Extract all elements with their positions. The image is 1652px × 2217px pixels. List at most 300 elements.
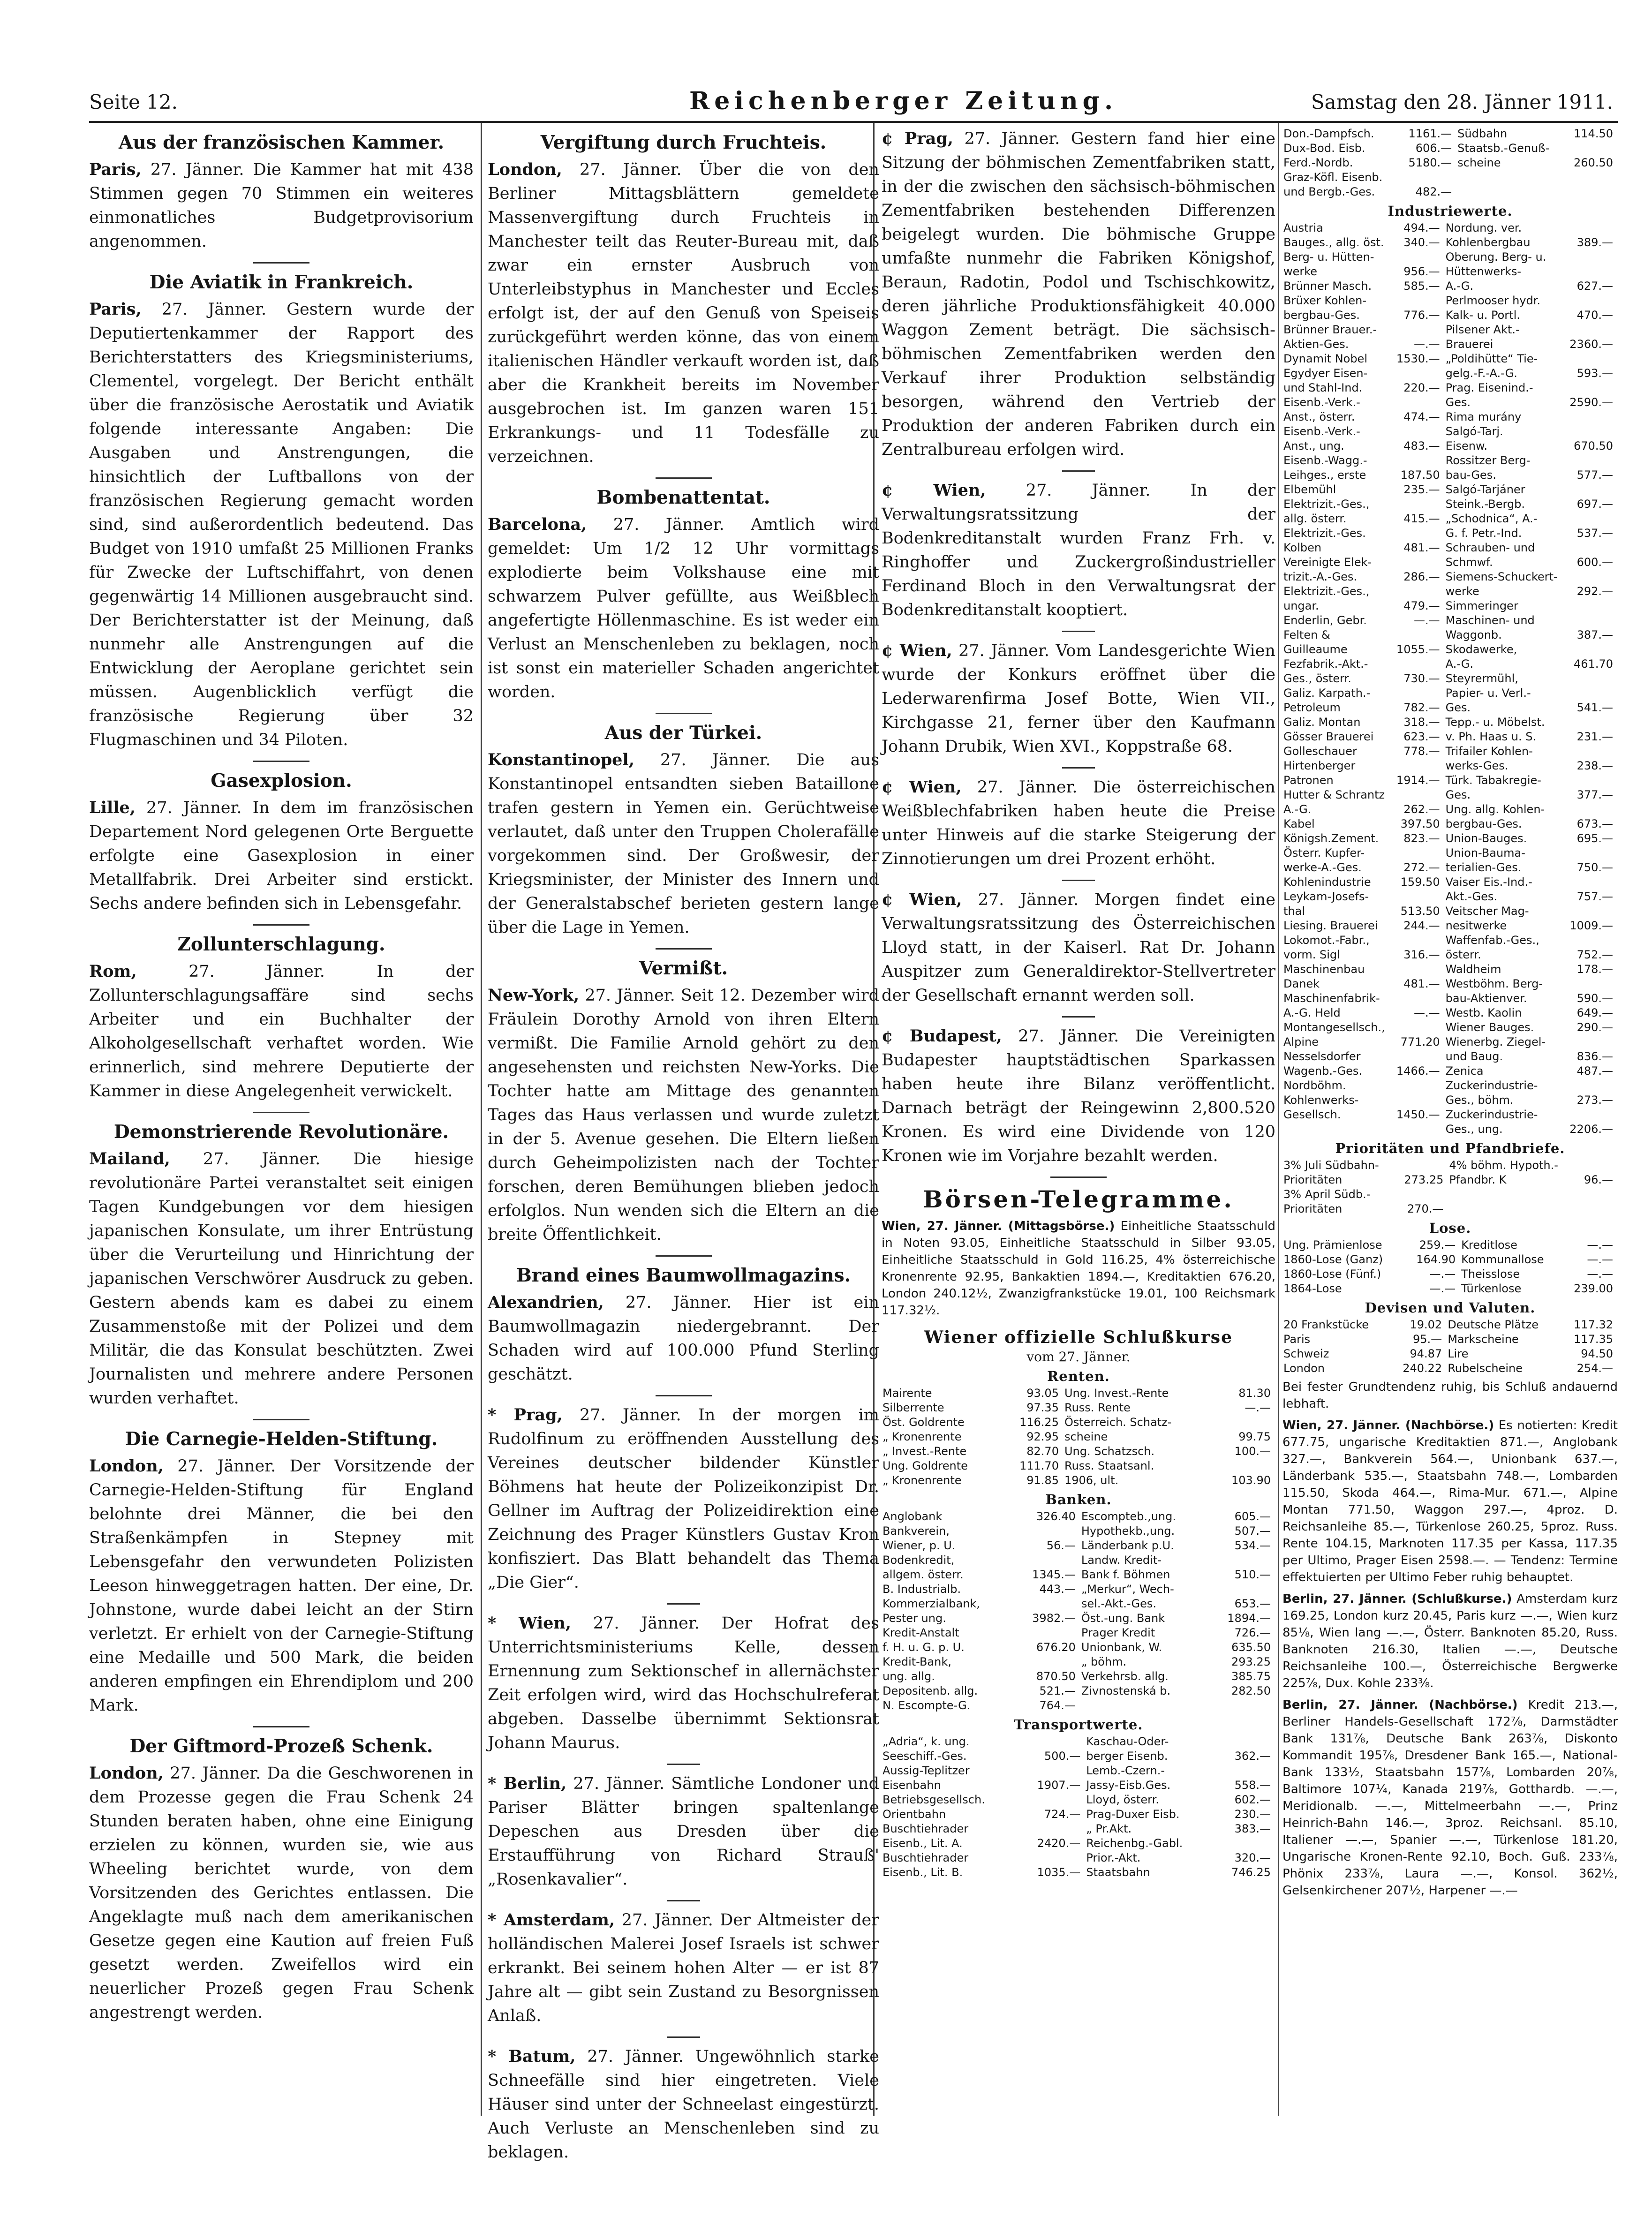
- quote-name: gelg.-F.-A.-G.: [1445, 367, 1517, 380]
- article-text: 27. Jänner. Der Hofrat des Unterrichtsministeriums Kelle, dessen Ernennung zum Sektionschef in allernächster Zeit erfolgen wird, wird das Hochschulreferat abgeben. Dasselbe übernimmt Sektionsrat Johann Maurus.: [488, 1614, 879, 1752]
- article-dateline: London,: [488, 160, 562, 179]
- quote-name: Brüxer Kohlen-: [1283, 294, 1367, 307]
- column-2: [488, 127, 879, 2162]
- header-rule: [89, 121, 1618, 123]
- quote-value: [1396, 1158, 1448, 1173]
- quote-name: Veitscher Mag-: [1445, 905, 1529, 918]
- quote-value: [1396, 1187, 1448, 1202]
- quote-value: —.—: [1414, 338, 1440, 351]
- quote-name: werke: [1283, 265, 1318, 278]
- quote-name: Vereinigte Elek-: [1283, 556, 1372, 569]
- article-text: 27. Jänner. Über die von den Berliner Mittagsblättern gemeldete Massenvergiftung durch Fruchteis in Manchester teilt das Reuter-Bureau mit, daß zwar ein ernster Ausbruch von Unterleibstyphus in Manchester und Eccles erfolgt ist, der auf den Genuß von Speiseis zurückgeführt werden könne, das von einem italienischen Händler verkauft worden ist, daß aber die Krankheit bereits im November ausgebrochen ist. Im ganzen waren 151 Erkrankungs- und 11 Todesfälle zu verzeichnen.: [488, 160, 879, 466]
- table-row: [1282, 395, 1618, 410]
- quote-value: 1345.—: [1032, 1568, 1076, 1581]
- quote-name: Öst. Goldrente: [883, 1416, 965, 1429]
- quote-value: 273.—: [1577, 1093, 1613, 1107]
- quote-value: 1035.—: [1037, 1866, 1081, 1879]
- table-row: [882, 1807, 1275, 1822]
- quote-name: Brünner Brauer.-: [1283, 323, 1377, 336]
- article-dateline: Rom,: [89, 962, 137, 981]
- table-row: [1282, 962, 1618, 977]
- article: [488, 2044, 879, 2164]
- table-row: [882, 1734, 1275, 1749]
- article-text: 27. Jänner. Vom Landesgerichte Wien wurde der Konkurs eröffnet über die Lederwarenfirma Josef Botte, Wien VII., Kirchgasse 21, ferner über den Kaufmann Johann Drubik, Wien XVI., Koppstraße 68.: [882, 641, 1275, 756]
- quote-name: [1456, 170, 1565, 185]
- quote-name: Rubelscheine: [1448, 1362, 1523, 1375]
- quote-value: 117.32: [1574, 1318, 1613, 1331]
- quote-name: 1860-Lose (Ganz): [1283, 1253, 1383, 1266]
- quote-name: Wiener Bauges.: [1445, 1021, 1534, 1034]
- quote-name: Türkenlose: [1461, 1282, 1522, 1295]
- table-row: [1282, 1035, 1618, 1049]
- article-text: 27. Jänner. Der Vorsitzende der Carnegie-Helden-Stiftung für England belohnte drei Männer, die bei den Straßenkämpfen in Stepney mit Lebensgefahr den verwundeten Polizisten Leeson hinweggetragen hatten. Der eine, Dr. Johnstone, wurde dabei leicht an der Stirn verletzt. Er erhielt von der Carnegie-Stiftung eine Medaille und 500 Mark, die beiden anderen empfingen ein Ehrendiplom und 200 Mark.: [89, 1457, 474, 1715]
- quote-value: 230.—: [1234, 1808, 1271, 1821]
- article-body: [882, 639, 1275, 759]
- quote-value: 389.—: [1577, 236, 1613, 249]
- quote-name: Ung. allg. Kohlen-: [1445, 803, 1545, 816]
- article-text: 27. Jänner. Gestern fand hier eine Sitzung der böhmischen Zementfabriken statt, in der die zwischen den sächsisch-böhmischen Zementfabriken bestehenden Differenzen beigelegt wurden. Die böhmische Gruppe umfaßte nunmehr die Fabriken Königshof, Beraun, Radotin, Podol und Tschischkowitz, deren jährliche Produktionsfähigkeit 40.000 Waggon Zement beträgt. Die sächsisch-böhmischen Zementfabriken werden den Verkauf ihrer Produktion selbständig besorgen, während den Vertrieb der Produktion der anderen Fabriken durch ein Zentralbureau erfolgen wird.: [882, 129, 1275, 459]
- quote-name: Nordung. ver.: [1445, 221, 1522, 234]
- quote-value: 3982.—: [1032, 1612, 1076, 1625]
- quote-value: [1566, 846, 1618, 860]
- quote-name: Ung. Invest.-Rente: [1064, 1387, 1169, 1400]
- issue-date: Samstag den 28. Jänner 1911.: [1311, 90, 1613, 113]
- boerse-wien-text: Einheitliche Staatsschuld in Noten 93.05, Einheitliche Staatsschuld in Silber 93.05, Einheitliche Staatsschuld in Gold 116.25, 4% österreichische Kronenrente 92.95, Bankaktien 1894.—, Kreditaktien 676.20, London 240.12½, Zwanzigfrankstücke 19.01, 100 Reichsmark 117.32½.: [882, 1219, 1276, 1318]
- quote-name: Danek: [1283, 977, 1320, 990]
- table-row: [1282, 1049, 1618, 1064]
- quote-value: [1566, 715, 1618, 730]
- quote-value: 695.—: [1577, 832, 1613, 845]
- quote-value: [1392, 366, 1444, 381]
- quote-name: Theisslose: [1461, 1267, 1520, 1281]
- quote-name: Lokomot.-Fabr.,: [1283, 934, 1370, 947]
- table-row: [1282, 657, 1618, 671]
- separator-rule: [667, 1764, 700, 1765]
- quote-name: Anst., ung.: [1283, 439, 1344, 452]
- quote-name: Wienerbg. Ziegel-: [1445, 1035, 1546, 1048]
- quote-name: Trifailer Kohlen-: [1445, 745, 1533, 758]
- quote-name: Eisenb.-Wagg.-: [1283, 454, 1367, 467]
- quote-value: 316.—: [1403, 948, 1440, 961]
- article: [89, 769, 474, 916]
- quote-value: [1566, 410, 1618, 424]
- lose-table: [1282, 1238, 1618, 1296]
- quote-name: Nordböhm.: [1283, 1079, 1346, 1092]
- quote-name: Prioritäten: [1283, 1202, 1343, 1215]
- quote-value: 94.50: [1581, 1347, 1613, 1360]
- quote-name: G. f. Petr.-Ind.: [1445, 527, 1522, 540]
- quote-name: Eisenw.: [1445, 439, 1488, 452]
- table-row: [1282, 1006, 1618, 1020]
- quote-name: Hutter & Schrantz: [1283, 788, 1385, 801]
- quote-value: 635.50: [1231, 1641, 1271, 1654]
- separator-rule: [667, 1603, 700, 1605]
- quote-value: 1055.—: [1396, 643, 1440, 656]
- quote-value: 746.25: [1231, 1866, 1271, 1879]
- separator-rule: [1062, 631, 1095, 632]
- devisen-title: Devisen und Valuten.: [1365, 1300, 1536, 1316]
- article-headline: Vermißt.: [639, 958, 728, 979]
- article-text: 27. Jänner. Die Vereinigten Budapester hauptstädtischen Sparkassen haben heute ihre Bilanz veröffentlicht. Darnach beträgt der Reingewinn 2,800.520 Kronen. Es wird eine Dividende von 120 Kronen wie im Vorjahre bezahlt werden.: [882, 1027, 1275, 1165]
- table-row: [1282, 468, 1618, 483]
- article-text: 27. Jänner. Hier ist ein Baumwollmagazin niedergebrannt. Der Schaden wird auf 100.000 Pfund Sterling geschätzt.: [488, 1293, 879, 1384]
- quote-value: 470.—: [1577, 309, 1613, 322]
- quote-name: und Bergb.-Ges.: [1283, 185, 1375, 198]
- quote-value: 293.25: [1231, 1655, 1271, 1668]
- quote-value: 56.—: [1046, 1539, 1076, 1552]
- article-body: [488, 2044, 879, 2164]
- column-4: [1282, 127, 1618, 2143]
- table-row: [882, 1459, 1275, 1473]
- quote-value: —.—: [1414, 1006, 1440, 1019]
- quote-name: Graz-Köfl. Eisenb.: [1283, 171, 1383, 184]
- quote-name: Egydyer Eisen-: [1283, 367, 1368, 380]
- quote-value: [1566, 875, 1618, 890]
- table-row: [1282, 235, 1618, 250]
- article-text: 27. Jänner. Morgen findet eine Verwaltungsratssitzung des Österreichischen Lloyd statt, in der Kaiserl. Rat Dr. Johann Auspitzer zum Generaldirektor-Stellvertreter der Gesellschaft ernannt werden soll.: [882, 890, 1275, 1005]
- quote-value: [1020, 1793, 1085, 1807]
- table-row: [1282, 671, 1618, 686]
- quote-value: [1392, 294, 1444, 308]
- quote-value: [1392, 323, 1444, 337]
- quote-value: [1566, 424, 1618, 439]
- quote-value: 187.50: [1400, 468, 1440, 482]
- quote-name: „Merkur“, Wech-: [1081, 1583, 1174, 1596]
- quote-value: 273.25: [1404, 1173, 1444, 1186]
- table-row: [1282, 1064, 1618, 1078]
- quote-value: 541.—: [1577, 701, 1613, 714]
- quote-value: 479.—: [1403, 599, 1440, 612]
- quote-value: 443.—: [1039, 1583, 1076, 1596]
- table-row: [1282, 366, 1618, 381]
- table-row: [1282, 860, 1618, 875]
- berlin-nachboerse-text: Kredit 213.—, Berliner Handels-Gesellschaft 172⅞, Darmstädter Bank 131⅞, Deutsche Bank 263⅞, Diskonto Kommandit 195⅞, Dresdener Bank 165.—, National-Bank 133½, Staatsbahn 157⅞, Lombarden 20⅞, Baltimore 107¼, Kanada 219⅞, Gotthardb. —.—, Meridionalb. —.—, Mittelmeerbahn —.—, Prinz Heinrich-Bahn 146.—, 3proz. Reichsanl. 85.10, Italiener —.—, Spanier —.—, Türkenlose 181.20, Ungarische Kronen-Rente 92.10, Boch. Guß. 233⅞, Phönix 233⅞, Laura —.—, Konsol. 362½, Gelsenkirchener 207½, Harpener —.—: [1282, 1698, 1618, 1898]
- quote-name: „Schodnica“, A.-: [1445, 512, 1538, 525]
- table-row: [1282, 250, 1618, 264]
- article: [89, 932, 474, 1103]
- quote-name: Akt.-Ges.: [1445, 890, 1498, 903]
- article: [488, 721, 879, 940]
- quote-name: Prager Kredit: [1081, 1626, 1155, 1639]
- table-row: [1282, 773, 1618, 788]
- article-body: [882, 775, 1275, 871]
- quote-value: 290.—: [1577, 1021, 1613, 1034]
- separator-rule: [253, 761, 309, 762]
- quote-value: [1392, 424, 1444, 439]
- article: [89, 1734, 474, 2025]
- table-row: [882, 1793, 1275, 1807]
- article-dateline: ¢ Wien,: [882, 641, 952, 660]
- separator-rule: [1050, 1176, 1107, 1178]
- quote-name: Pfandbr. K: [1449, 1173, 1507, 1186]
- quote-name: Steink.-Bergb.: [1445, 498, 1525, 511]
- quote-value: [1392, 1049, 1444, 1064]
- quote-name: Verkehrsb. allg.: [1081, 1670, 1169, 1683]
- quote-value: 286.—: [1403, 570, 1440, 583]
- quote-name: Bodenkredit,: [883, 1553, 955, 1567]
- quote-name: Ges.: [1445, 701, 1471, 714]
- quote-value: 1914.—: [1396, 774, 1440, 787]
- article-dateline: London,: [89, 1764, 164, 1783]
- quote-name: Skodawerke,: [1445, 643, 1517, 656]
- article: [89, 130, 474, 254]
- devisen-table: [1282, 1318, 1618, 1376]
- quote-value: —.—: [1587, 1267, 1613, 1281]
- quote-name: 1906, ult.: [1064, 1474, 1119, 1487]
- quote-name: Landw. Kredit-: [1081, 1553, 1162, 1567]
- article: [488, 1908, 879, 2028]
- quote-value: [1392, 657, 1444, 671]
- table-row: [1282, 846, 1618, 860]
- table-row: [882, 1764, 1275, 1778]
- quote-value: [1566, 250, 1618, 264]
- quote-value: 238.—: [1577, 759, 1613, 772]
- table-row: [1282, 599, 1618, 613]
- quote-value: [1566, 599, 1618, 613]
- quote-value: 461.70: [1574, 657, 1613, 671]
- renten-table: [882, 1386, 1275, 1488]
- quote-value: 823.—: [1403, 832, 1440, 845]
- schlusskurse-title: Wiener offizielle Schlußkurse: [924, 1327, 1233, 1347]
- article-text: 27. Jänner. Die aus Konstantinopel entsandten sieben Bataillone trafen gestern in Yemen ein. Gerüchtweise verlautet, daß unter den Truppen Cholerafälle vorgekommen sind. Der Großwesir, der Kriegsminister, der Minister des Innern und der Generalstabschef berieten gestern lange über die Lage in Yemen.: [488, 751, 879, 937]
- quote-value: 670.50: [1574, 439, 1613, 452]
- quote-value: 82.70: [1026, 1445, 1059, 1458]
- quote-name: Patronen: [1283, 774, 1334, 787]
- quote-value: 836.—: [1577, 1050, 1613, 1063]
- article-text: 27. Jänner. Die Kammer hat mit 438 Stimmen gegen 70 Stimmen ein weiteres einmonatliches Budgetprovisorium angenommen.: [89, 160, 474, 251]
- quote-value: [1392, 1093, 1444, 1108]
- quote-name: Maschinen- und: [1445, 614, 1535, 627]
- quote-value: [1210, 1553, 1275, 1568]
- quote-name: Waffenfab.-Ges.,: [1445, 934, 1539, 947]
- table-row: [1282, 323, 1618, 337]
- quote-value: 482.—: [1415, 185, 1452, 198]
- quote-value: [1392, 584, 1444, 599]
- article-dateline: * Prag,: [488, 1405, 563, 1425]
- table-row: [882, 1655, 1275, 1669]
- table-row: [882, 1684, 1275, 1698]
- quote-value: —.—: [1414, 614, 1440, 627]
- article-headline: Vergiftung durch Fruchteis.: [540, 132, 827, 153]
- banken-title: Banken.: [1045, 1492, 1112, 1508]
- quote-name: Zuckerindustrie-: [1445, 1108, 1538, 1121]
- quote-name: Lemb.-Czern.-: [1086, 1764, 1165, 1777]
- quote-name: Montangesellsch.,: [1283, 1021, 1385, 1034]
- table-row: [1282, 1187, 1618, 1202]
- article-headline: Die Aviatik in Frankreich.: [149, 271, 414, 293]
- industrie-title: Industriewerte.: [1388, 203, 1513, 219]
- quote-name: Escompteb.,ung.: [1081, 1510, 1176, 1523]
- quote-value: 513.50: [1400, 905, 1440, 918]
- quote-name: Felten &: [1283, 628, 1330, 641]
- quote-name: werke-A.-Ges.: [1283, 861, 1362, 874]
- article-body: [488, 158, 879, 469]
- table-row: [1282, 730, 1618, 744]
- masthead: [89, 87, 1613, 120]
- article-headline: Bombenattentat.: [596, 487, 770, 508]
- quote-name: vorm. Sigl: [1283, 948, 1340, 961]
- quote-value: 590.—: [1577, 992, 1613, 1005]
- quote-name: Perlmooser hydr.: [1445, 294, 1541, 307]
- article: [89, 270, 474, 752]
- quote-value: 730.—: [1403, 672, 1440, 685]
- quote-value: 623.—: [1403, 730, 1440, 743]
- table-row: [1282, 185, 1618, 199]
- quote-name: Königsh.Zement.: [1283, 832, 1379, 845]
- quote-name: Aussig-Teplitzer: [883, 1764, 970, 1777]
- quote-value: [1392, 628, 1444, 642]
- quote-name: A.-G. Held: [1283, 1006, 1341, 1019]
- berlin-schlusskurse: [1282, 1591, 1618, 1692]
- quote-name: Kalk- u. Portl.: [1445, 309, 1520, 322]
- table-row: [1282, 294, 1618, 308]
- table-row: [1282, 221, 1618, 235]
- quote-value: 272.—: [1403, 861, 1440, 874]
- table-row: [882, 1597, 1275, 1611]
- quote-value: 577.—: [1577, 468, 1613, 482]
- berlin-nachboerse-heading: Berlin, 27. Jänner. (Nachbörse.): [1282, 1698, 1518, 1712]
- quote-value: 757.—: [1577, 890, 1613, 903]
- quote-value: 600.—: [1577, 556, 1613, 569]
- article: [89, 1427, 474, 1718]
- quote-name: allgem. österr.: [883, 1568, 964, 1581]
- quote-value: 159.50: [1400, 875, 1440, 889]
- quote-value: 487.—: [1577, 1064, 1613, 1078]
- table-row: [1282, 264, 1618, 279]
- quote-name: bau-Ges.: [1445, 468, 1496, 482]
- quote-value: 750.—: [1577, 861, 1613, 874]
- quote-value: [1566, 264, 1618, 279]
- quote-name: Hirtenberger: [1283, 759, 1356, 772]
- quote-name: Kommunallose: [1461, 1253, 1544, 1266]
- quote-name: Eisenb., Lit. B.: [883, 1866, 963, 1879]
- quote-value: [1392, 1078, 1444, 1093]
- quote-value: 387.—: [1577, 628, 1613, 641]
- quote-name: Zuckerindustrie-: [1445, 1079, 1538, 1092]
- quote-name: Ung. Schatzsch.: [1064, 1445, 1155, 1458]
- wien-nachboerse: [1282, 1417, 1618, 1586]
- quote-name: sel.-Akt.-Ges.: [1081, 1597, 1156, 1610]
- quote-value: 117.35: [1574, 1333, 1613, 1346]
- separator-rule: [656, 1395, 712, 1396]
- quote-value: 235.—: [1403, 483, 1440, 496]
- quote-value: [1566, 381, 1618, 395]
- quote-value: 254.—: [1577, 1362, 1613, 1375]
- quote-value: [1392, 933, 1444, 948]
- quote-name: A.-G.: [1283, 803, 1312, 816]
- quote-value: [1216, 1836, 1275, 1851]
- quote-name: Kohlenbergbau: [1445, 236, 1531, 249]
- article: [488, 1403, 879, 1595]
- quote-value: [1566, 671, 1618, 686]
- wien-nachboerse-heading: Wien, 27. Jänner. (Nachbörse.): [1282, 1418, 1494, 1433]
- quote-name: Eisenb.-Verk.-: [1283, 425, 1360, 438]
- quote-name: „Adria“, k. ung.: [883, 1735, 970, 1748]
- quote-name: und Baug.: [1445, 1050, 1503, 1063]
- article-dateline: Barcelona,: [488, 515, 587, 534]
- column-1: [89, 127, 474, 2143]
- table-row: [882, 1553, 1275, 1568]
- quote-value: 415.—: [1403, 512, 1440, 525]
- quote-value: 220.—: [1403, 381, 1440, 394]
- quote-value: 81.30: [1238, 1387, 1271, 1400]
- quote-value: 259.—: [1419, 1238, 1456, 1252]
- quote-value: —.—: [1245, 1401, 1271, 1414]
- article-text: 27. Jänner. Sämtliche Londoner und Pariser Blätter bringen spaltenlange Depeschen aus Dresden über die Erstaufführung von Richard Strauß' „Rosenkavalier“.: [488, 1774, 879, 1889]
- quote-name: Kredit-Bank,: [883, 1655, 951, 1668]
- quote-name: Prag-Duxer Eisb.: [1086, 1808, 1180, 1821]
- quote-name: Galiz. Karpath.-: [1283, 686, 1371, 700]
- quote-value: 2420.—: [1037, 1837, 1081, 1850]
- quote-name: Kreditlose: [1461, 1238, 1517, 1252]
- article-text: 27. Jänner. In der morgen im Rudolfinum zu eröffnenden Ausstellung des Vereines deutscher bildender Künstler Böhmens hat heute der Polizeikonzipist Dr. Gellner im Auftrag der Polizeidirektion eine Zeichnung des Prager Künstlers Gustav Kron konfisziert. Das Blatt behandelt das Thema „Die Gier“.: [488, 1406, 879, 1592]
- quote-value: [1210, 1582, 1275, 1597]
- quote-name: Steyrermühl,: [1445, 672, 1518, 685]
- quote-value: —.—: [1429, 1282, 1456, 1295]
- table-row: [1282, 686, 1618, 701]
- table-row: [1282, 1267, 1618, 1282]
- quote-name: Pilsener Akt.-: [1445, 323, 1520, 336]
- industrie-table: [1282, 221, 1618, 1137]
- quote-value: 605.—: [1234, 1510, 1271, 1523]
- table-row: [1282, 628, 1618, 642]
- quote-name: Ung. Prämienlose: [1283, 1238, 1382, 1252]
- quote-value: [1392, 1122, 1444, 1137]
- quote-value: [1392, 759, 1444, 773]
- devisen-note: Bei fester Grundtendenz ruhig, bis Schluß andauernd lebhaft.: [1282, 1380, 1618, 1411]
- table-row: [1282, 904, 1618, 919]
- quote-value: 1907.—: [1037, 1779, 1081, 1792]
- separator-rule: [656, 713, 712, 714]
- quote-name: Kolben: [1283, 541, 1322, 554]
- quote-name: Öst.-ung. Bank: [1081, 1612, 1165, 1625]
- quote-name: werks-Ges.: [1445, 759, 1509, 772]
- prior-table: [1282, 1158, 1618, 1216]
- table-row: [1282, 802, 1618, 817]
- quote-name: Russ. Staatsanl.: [1064, 1459, 1154, 1472]
- article-body: [89, 1761, 474, 2025]
- quote-value: 602.—: [1234, 1793, 1271, 1806]
- table-row: [882, 1698, 1275, 1713]
- quote-name: Petroleum: [1283, 701, 1341, 714]
- quote-name: Westb. Kaolin: [1445, 1006, 1522, 1019]
- quote-name: Liesing. Brauerei: [1283, 919, 1378, 932]
- table-row: [1282, 991, 1618, 1006]
- article: [882, 127, 1275, 462]
- quote-name: B. Industrialb.: [883, 1583, 961, 1596]
- separator-rule: [1062, 880, 1095, 881]
- quote-name: Union-Bauma-: [1445, 846, 1525, 860]
- quote-value: 111.70: [1019, 1459, 1059, 1472]
- quote-value: [1577, 1202, 1618, 1216]
- quote-name: Nesselsdorfer: [1283, 1050, 1361, 1063]
- table-row: [1282, 512, 1618, 526]
- quote-name: Dynamit Nobel: [1283, 352, 1367, 365]
- table-row: [1282, 555, 1618, 570]
- quote-name: österr.: [1445, 948, 1481, 961]
- quote-name: allg. österr.: [1283, 512, 1347, 525]
- verkehrs-table: [1282, 127, 1618, 199]
- quote-name: [1448, 1187, 1577, 1202]
- quote-value: [1392, 395, 1444, 410]
- quote-value: [1392, 526, 1444, 541]
- table-row: [1282, 1238, 1618, 1252]
- article-dateline: Alexandrien,: [488, 1293, 604, 1312]
- quote-name: Lloyd, österr.: [1086, 1793, 1159, 1806]
- quote-name: Russ. Rente: [1064, 1401, 1131, 1414]
- quote-name: Ges., böhm.: [1445, 1093, 1514, 1107]
- article-body: [89, 1454, 474, 1718]
